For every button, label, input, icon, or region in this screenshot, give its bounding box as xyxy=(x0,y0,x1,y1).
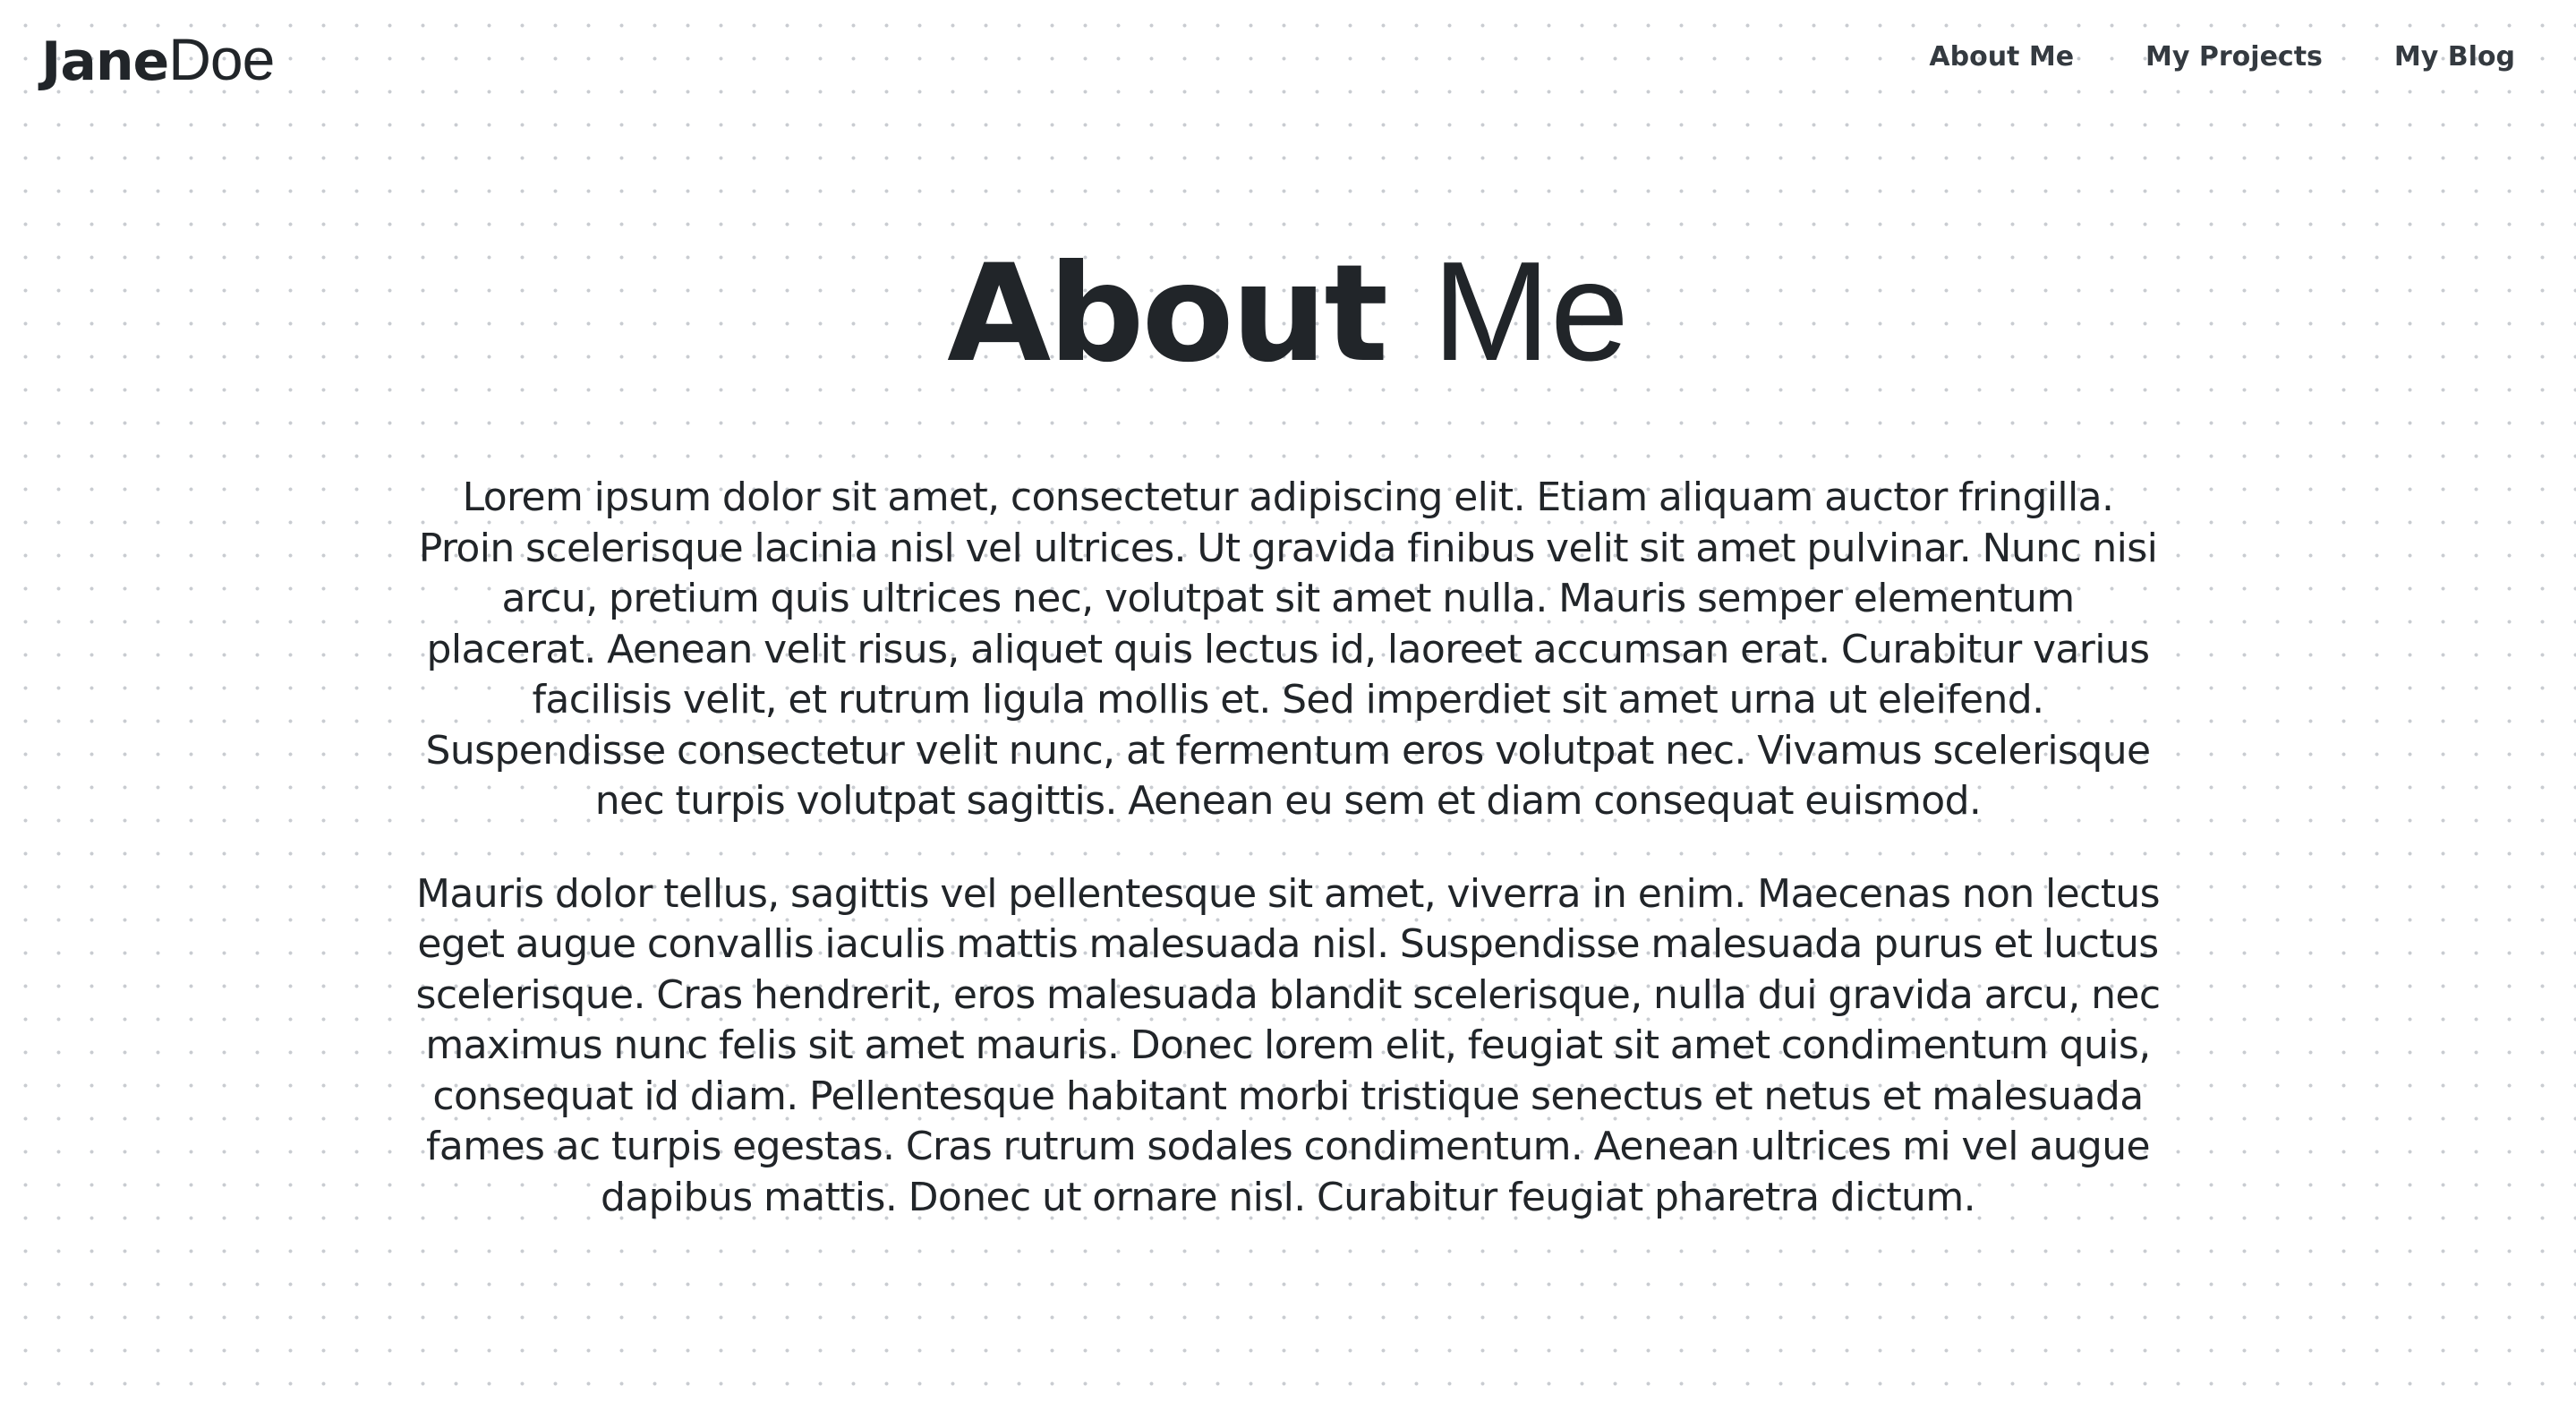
top-navbar xyxy=(0,0,2576,116)
nav-link-my-blog[interactable]: My Blog xyxy=(2393,41,2515,73)
about-paragraph-1: Lorem ipsum dolor sit amet, consectetur adipiscing elit. Etiam aliquam auctor fringilla. Proin scelerisque lacinia nisl vel ultrices. Ut gravida finibus velit sit amet pulvinar. Nunc nisi arcu, pretium quis ultrices nec, volutpat sit amet nulla. Mauris semper elementum placerat. Aenean velit risus, aliquet quis lectus id, laoreet accumsan erat. Curabitur varius facilisis velit, et rutrum ligula mollis et. Sed imperdiet sit amet urna ut eleifend. Suspendisse consectetur velit nunc, at fermentum eros volutpat nec. Vivamus scelerisque nec turpis volutpat sagittis. Aenean eu sem et diam consequat euismod. xyxy=(418,475,2158,824)
nav-link-about-me[interactable]: About Me xyxy=(1929,41,2075,73)
brand-last-name: Doe xyxy=(168,26,275,92)
about-paragraph-2: Mauris dolor tellus, sagittis vel pellentesque sit amet, viverra in enim. Maecenas non lectus eget augue convallis iaculis mattis malesuada nisl. Suspendisse malesuada purus et luctus scelerisque. Cras hendrerit, eros malesuada blandit scelerisque, nulla dui gravida arcu, nec maximus nunc felis sit amet mauris. Donec lorem elit, feugiat sit amet condimentum quis, consequat id diam. Pellentesque habitant morbi tristique senectus et netus et malesuada fames ac turpis egestas. Cras rutrum sodales condimentum. Aenean ultrices mi vel augue dapibus mattis. Donec ut ornare nisl. Curabitur feugiat pharetra dictum. xyxy=(415,870,2161,1220)
page-title-light: Me xyxy=(1432,233,1629,390)
brand-logo-link[interactable] xyxy=(41,25,274,96)
page-title xyxy=(0,231,2576,395)
nav-links xyxy=(1929,39,2515,75)
nav-link-my-projects[interactable]: My Projects xyxy=(2145,41,2323,73)
page-title-bold: About xyxy=(947,236,1386,392)
about-content xyxy=(412,473,2164,1265)
brand-first-name: Jane xyxy=(41,30,169,93)
